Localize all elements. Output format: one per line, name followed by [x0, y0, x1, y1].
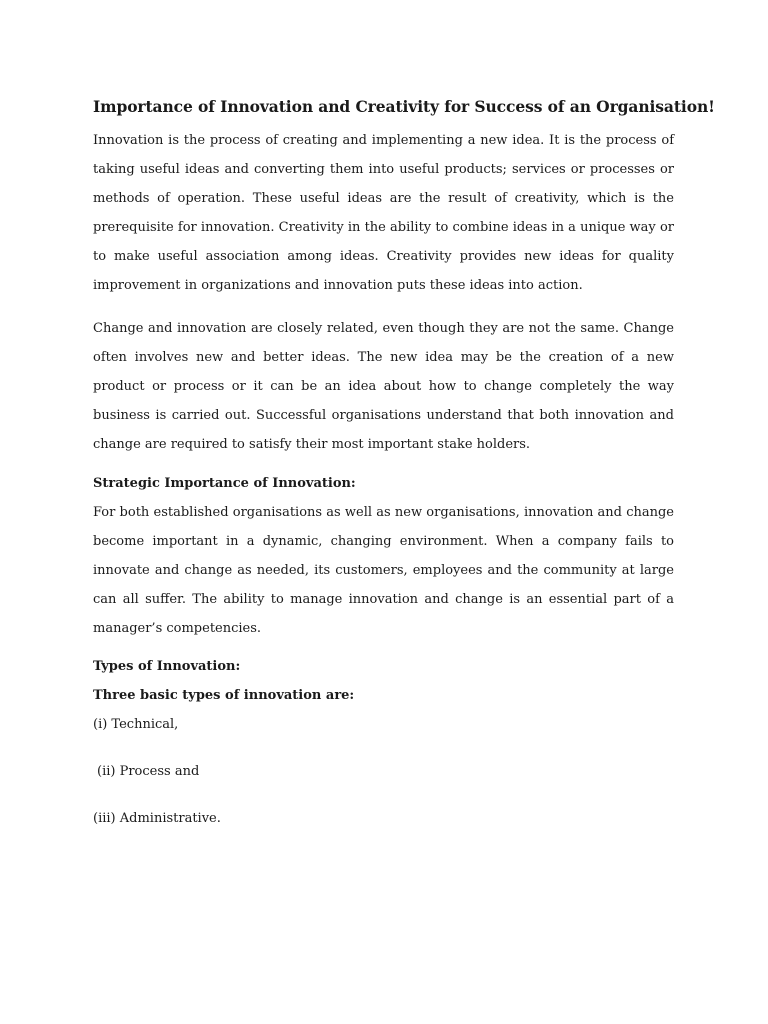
heading-strategic-importance: Strategic Importance of Innovation: [93, 476, 356, 491]
document-title: Importance of Innovation and Creativity for Success of an Organisation! [93, 97, 715, 116]
heading-three-basic-types: Three basic types of innovation are: [93, 688, 355, 703]
paragraph-innovation-definition: Innovation is the process of creating and implementing a new idea. It is the process of taking useful ideas and converting them into useful products; services or processes or methods of operation. These useful ideas are the result of creativity, which is the prerequisite for innovation. Creativity in the ability to combine ideas in a unique way or to make useful association among ideas. Creativity provides new ideas for quality improvement in organizations and innovation puts these ideas into action. [93, 133, 674, 293]
document-page [93, 96, 715, 833]
paragraph-strategic-importance: For both established organisations as well as new organisations, innovation and change become important in a dynamic, changing environment. When a company fails to innovate and change as needed, its customers, employees and the community at large can all suffer. The ability to manage innovation and change is an essential part of a manager’s competencies. [93, 505, 674, 636]
list-item-process: (ii) Process and [97, 764, 200, 779]
paragraph-change-and-innovation: Change and innovation are closely related, even though they are not the same. Change often involves new and better ideas. The new idea may be the creation of a new product or process or it can be an idea about how to change completely the way business is carried out. Successful organisations understand that both innovation and change are required to satisfy their most important stake holders. [93, 321, 674, 452]
list-item-administrative: (iii) Administrative. [93, 811, 221, 826]
list-item-technical: (i) Technical, [93, 717, 179, 732]
heading-types-of-innovation: Types of Innovation: [93, 659, 241, 674]
